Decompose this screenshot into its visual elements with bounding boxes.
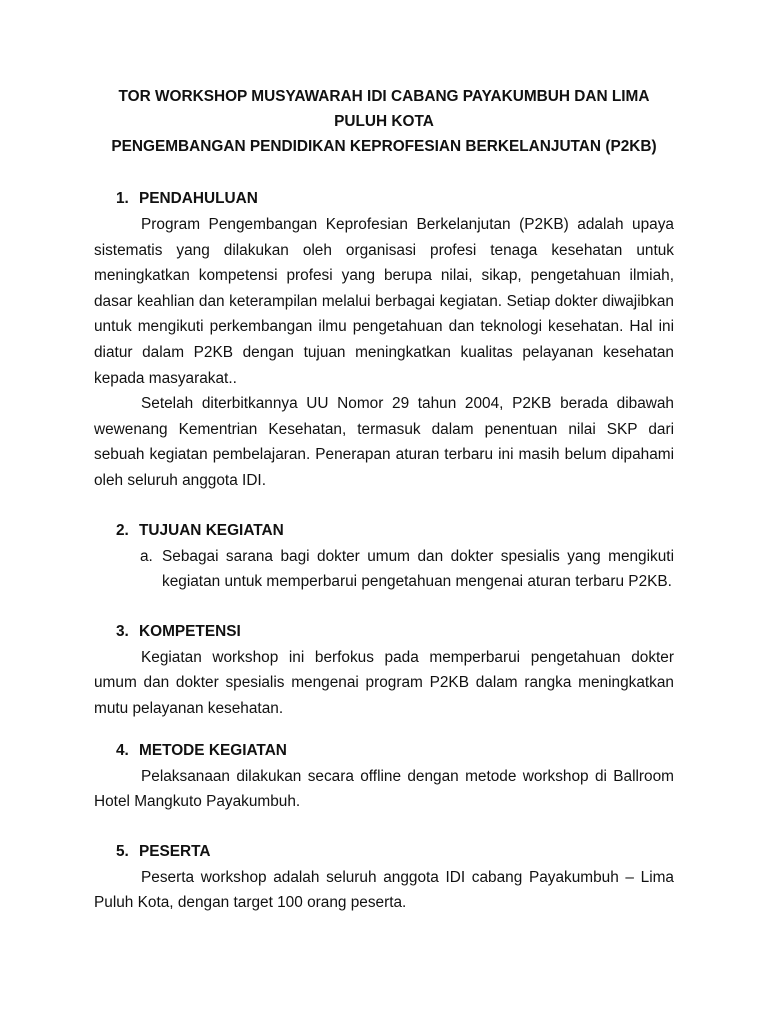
paragraph: Kegiatan workshop ini berfokus pada memperbarui pengetahuan dokter umum dan dokter spesialis mengenai program P2KB dalam rangka meningkatkan mutu pelayanan kesehatan. [94, 648, 674, 717]
section-number: 5. [116, 842, 129, 860]
section-heading [94, 518, 674, 544]
section-number: 1. [116, 190, 129, 207]
section-title: TUJUAN KEGIATAN [139, 521, 284, 539]
document-title [94, 84, 674, 159]
title-line-1: TOR WORKSHOP MUSYAWARAH IDI CABANG PAYAKUMBUH DAN LIMA PULUH KOTA [118, 88, 650, 130]
paragraph: Setelah diterbitkannya UU Nomor 29 tahun 2004, P2KB berada dibawah wewenang Kementrian Kesehatan, termasuk dalam penentuan nilai SKP dari sebuah kegiatan pembelajaran. Penerapan aturan terbaru ini masih belum dipahami oleh seluruh anggota IDI. [94, 395, 674, 489]
section-metode-kegiatan [94, 738, 674, 815]
title-line-2: PENGEMBANGAN PENDIDIKAN KEPROFESIAN BERKELANJUTAN (P2KB) [111, 138, 657, 155]
section-title: KOMPETENSI [139, 622, 241, 640]
section-peserta [94, 839, 674, 916]
list-item-text: Sebagai sarana bagi dokter umum dan dokter spesialis yang mengikuti kegiatan untuk memperbarui pengetahuan mengenai aturan terbaru P2KB. [162, 547, 674, 591]
paragraph: Pelaksanaan dilakukan secara offline dengan metode workshop di Ballroom Hotel Mangkuto Payakumbuh. [94, 767, 674, 811]
section-title: PENDAHULUAN [139, 190, 258, 207]
section-heading [94, 738, 674, 764]
section-tujuan-kegiatan [94, 518, 674, 595]
section-title: PESERTA [139, 842, 211, 860]
section-pendahuluan [94, 186, 674, 494]
section-heading [94, 186, 674, 212]
list-item [94, 544, 674, 595]
section-number: 4. [116, 741, 129, 759]
section-kompetensi [94, 619, 674, 722]
paragraph: Peserta workshop adalah seluruh anggota IDI cabang Payakumbuh – Lima Puluh Kota, dengan target 100 orang peserta. [94, 868, 674, 912]
section-heading [94, 619, 674, 645]
section-heading [94, 839, 674, 865]
section-number: 2. [116, 521, 129, 539]
paragraph: Program Pengembangan Keprofesian Berkelanjutan (P2KB) adalah upaya sistematis yang dilakukan oleh organisasi profesi tenaga kesehatan untuk meningkatkan kompetensi profesi yang berupa nilai, sikap, pengetahuan ilmiah, dasar keahlian dan keterampilan melalui berbagai kegiatan. Setiap dokter diwajibkan untuk mengikuti perkembangan ilmu pengetahuan dan teknologi kesehatan. Hal ini diatur dalam P2KB dengan tujuan meningkatkan kualitas pelayanan kesehatan kepada masyarakat.. [94, 216, 674, 387]
list-item-letter: a. [140, 547, 153, 565]
section-title: METODE KEGIATAN [139, 741, 287, 759]
section-number: 3. [116, 622, 129, 640]
